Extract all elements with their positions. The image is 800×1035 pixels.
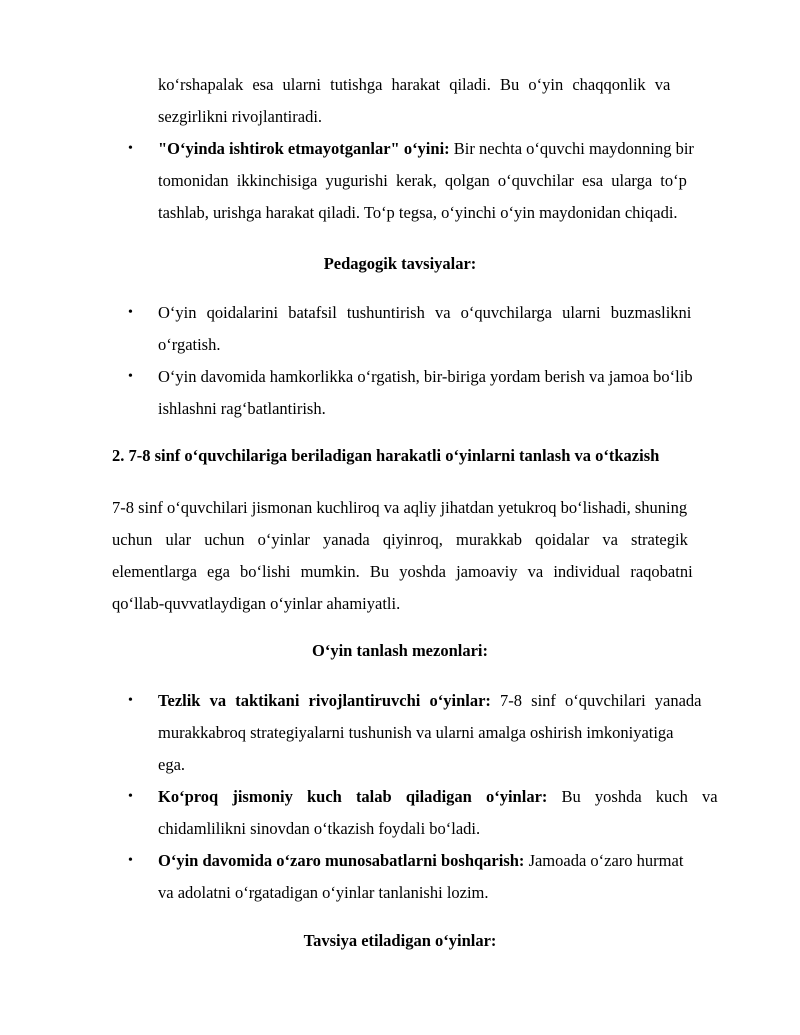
- criteria-3-text: Jamoada o‘zaro hurmat: [528, 851, 684, 870]
- bullet-icon: •: [128, 789, 133, 804]
- criteria-1-line-1: [158, 690, 743, 712]
- criteria-1-line-2: murakkabroq strategiyalarni tushunish va ularni amalga oshirish imkoniyatiga: [158, 723, 674, 742]
- intro-line-2: sezgirlikni rivojlantiradi.: [158, 107, 323, 126]
- recommended-heading: Tavsiya etiladigan o‘yinlar:: [303, 931, 497, 950]
- bullet-icon: •: [128, 141, 133, 156]
- criteria-2-line-1: [158, 786, 743, 808]
- game-item-line-1: [158, 138, 743, 160]
- section-heading: 2. 7-8 sinf o‘quvchilariga beriladigan harakatli o‘yinlarni tanlash va o‘tkazish: [112, 446, 660, 465]
- game-item-line-3: tashlab, urishga harakat qiladi. To‘p tegsa, o‘yinchi o‘yin maydonidan chiqadi.: [158, 203, 678, 222]
- criteria-3-line-1: [158, 850, 743, 872]
- ped-item-2-line-1: O‘yin davomida hamkorlikka o‘rgatish, bir-biriga yordam berish va jamoa bo‘lib: [158, 367, 693, 386]
- bullet-icon: •: [128, 305, 133, 320]
- game-item-line-2: tomonidan ikkinchisiga yugurishi kerak, qolgan o‘quvchilar esa ularga to‘p: [158, 171, 687, 190]
- section-para-line-2: uchun ular uchun o‘yinlar yanada qiyinroq, murakkab qoidalar va strategik: [112, 530, 688, 549]
- criteria-3-line-2: va adolatni o‘rgatadigan o‘yinlar tanlanishi lozim.: [158, 883, 489, 902]
- bullet-icon: •: [128, 369, 133, 384]
- criteria-2-title: Ko‘proq jismoniy kuch talab qiladigan o‘yinlar:: [158, 787, 548, 806]
- section-para-line-4: qo‘llab-quvvatlaydigan o‘yinlar ahamiyatli.: [112, 594, 401, 613]
- criteria-1-title: Tezlik va taktikani rivojlantiruvchi o‘yinlar:: [158, 691, 491, 710]
- ped-item-1-line-1: O‘yin qoidalarini batafsil tushuntirish va o‘quvchilarga ularni buzmaslikni: [158, 303, 692, 322]
- intro-line-1: ko‘rshapalak esa ularni tutishga harakat qiladi. Bu o‘yin chaqqonlik va: [158, 75, 671, 94]
- criteria-heading: O‘yin tanlash mezonlari:: [312, 641, 488, 660]
- criteria-1-text: 7-8 sinf o‘quvchilari yanada: [500, 691, 702, 710]
- bullet-icon: •: [128, 693, 133, 708]
- ped-item-1-line-2: o‘rgatish.: [158, 335, 221, 354]
- section-para-line-1: 7-8 sinf o‘quvchilari jismonan kuchliroq va aqliy jihatdan yetukroq bo‘lishadi, shuning: [112, 498, 688, 517]
- game-item-text: Bir nechta o‘quvchi maydonning bir: [453, 139, 694, 158]
- bullet-icon: •: [128, 853, 133, 868]
- ped-item-2-line-2: ishlashni rag‘batlantirish.: [158, 399, 326, 418]
- section-para-line-3: elementlarga ega bo‘lishi mumkin. Bu yoshda jamoaviy va individual raqobatni: [112, 562, 693, 581]
- game-item-title: "O‘yinda ishtirok etmayotganlar" o‘yini:: [158, 139, 450, 158]
- pedagogical-heading: Pedagogik tavsiyalar:: [323, 254, 477, 273]
- criteria-3-title: O‘yin davomida o‘zaro munosabatlarni boshqarish:: [158, 851, 525, 870]
- criteria-2-text: Bu yoshda kuch va: [561, 787, 718, 806]
- criteria-2-line-2: chidamlilikni sinovdan o‘tkazish foydali bo‘ladi.: [158, 819, 481, 838]
- criteria-1-line-3: ega.: [158, 755, 186, 774]
